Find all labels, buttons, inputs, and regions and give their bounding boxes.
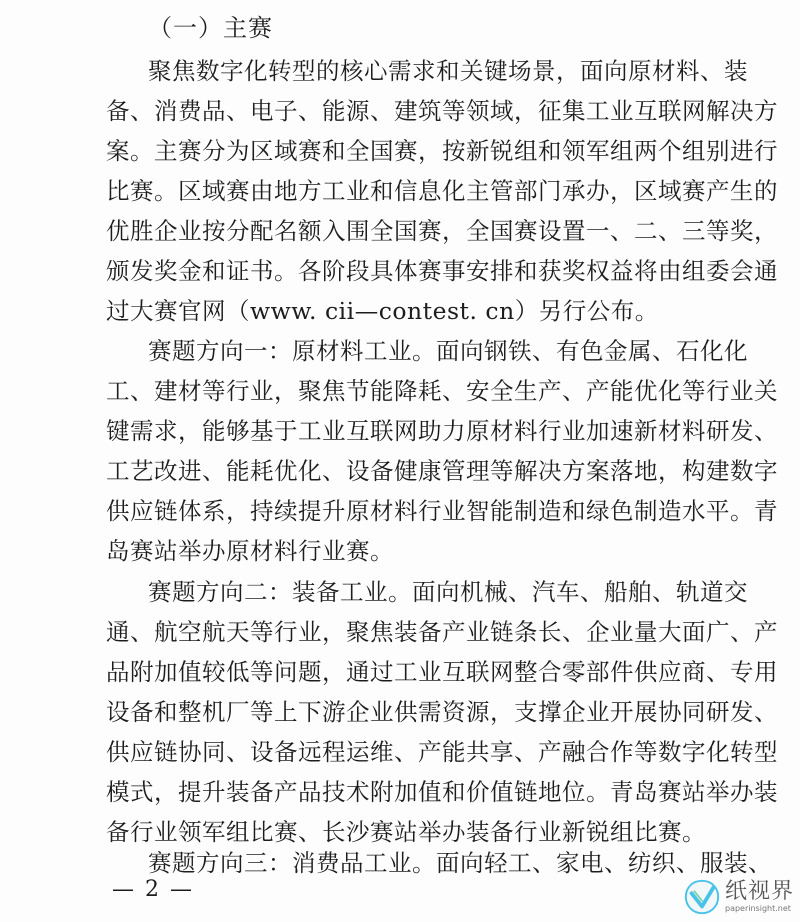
page-number: — 2 — [112, 877, 194, 902]
paragraph-3-line-1: 赛题方向二：装备工业。面向机械、汽车、船舶、轨道交 [148, 578, 748, 606]
paragraph-2-line-1: 赛题方向一：原材料工业。面向钢铁、有色金属、石化化 [148, 337, 748, 365]
paragraph-3-line-6: 模式，提升装备产品技术附加值和价值链地位。青岛赛站举办装 [106, 778, 778, 806]
section-heading: （一）主赛 [148, 14, 273, 42]
paragraph-1-line-1: 聚焦数字化转型的核心需求和关键场景，面向原材料、装 [148, 57, 748, 85]
paragraph-3-line-4: 设备和整机厂等上下游企业供需资源，支撑企业开展协同研发、 [106, 698, 778, 726]
paragraph-2-line-3: 键需求，能够基于工业互联网助力原材料行业加速新材料研发、 [106, 417, 778, 445]
paragraph-2-line-6: 岛赛站举办原材料行业赛。 [106, 537, 394, 565]
paragraph-1-line-3: 案。主赛分为区域赛和全国赛，按新锐组和领军组两个组别进行 [106, 137, 778, 165]
paragraph-3-line-3: 品附加值较低等问题，通过工业互联网整合零部件供应商、专用 [106, 658, 778, 686]
paragraph-4-line-1: 赛题方向三：消费品工业。面向轻工、家电、纺织、服装、 [148, 849, 772, 877]
watermark-name: 纸视界 [724, 879, 794, 904]
paragraph-2-line-5: 供应链体系，持续提升原材料行业智能制造和绿色制造水平。青 [106, 497, 778, 525]
paragraph-1-line-7: 过大赛官网（www. cii—contest. cn）另行公布。 [106, 297, 659, 325]
paragraph-3-line-5: 供应链协同、设备远程运维、产能共享、产融合作等数字化转型 [106, 738, 778, 766]
paragraph-2-line-2: 工、建材等行业，聚焦节能降耗、安全生产、产能优化等行业关 [106, 377, 778, 405]
paragraph-1-line-2: 备、消费品、电子、能源、建筑等领域，征集工业互联网解决方 [106, 97, 778, 125]
paragraph-1-line-5: 优胜企业按分配名额入围全国赛，全国赛设置一、二、三等奖， [106, 217, 778, 245]
paragraph-1-line-4: 比赛。区域赛由地方工业和信息化主管部门承办，区域赛产生的 [106, 177, 778, 205]
paragraph-3-line-7: 备行业领军组比赛、长沙赛站举办装备行业新锐组比赛。 [106, 818, 706, 846]
paperinsight-logo-icon [683, 878, 721, 916]
paragraph-2-line-4: 工艺改进、能耗优化、设备健康管理等解决方案落地，构建数字 [106, 457, 778, 485]
paragraph-1-line-6: 颁发奖金和证书。各阶段具体赛事安排和获奖权益将由组委会通 [106, 257, 778, 285]
watermark-url: paperinsight.net [724, 904, 791, 913]
paragraph-3-line-2: 通、航空航天等行业，聚焦装备产业链条长、企业量大面广、产 [106, 618, 778, 646]
watermark [683, 878, 794, 916]
